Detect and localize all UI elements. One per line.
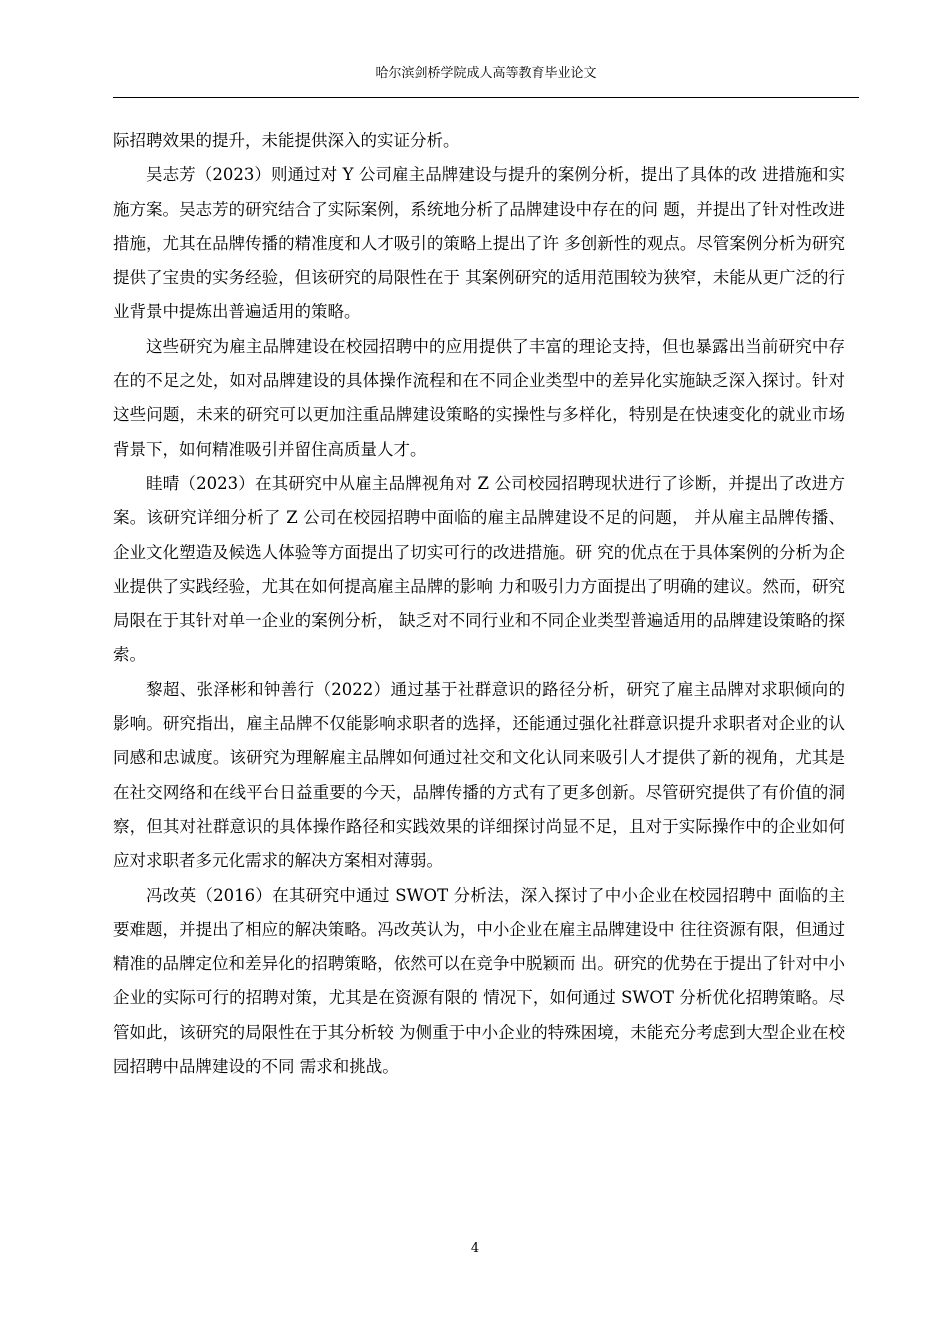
- header-divider: [113, 97, 859, 98]
- page-number: 4: [470, 1241, 480, 1256]
- paragraph: 际招聘效果的提升，未能提供深入的实证分析。: [113, 131, 460, 150]
- paragraph: 黎超、张泽彬和钟善行（2022）通过基于社群意识的路径分析，研究了雇主品牌对求职倾向的影响。研究指出，雇主品牌不仅能影响求职者的选择，还能通过强化社群意识提升求职者对企业的认同感和忠诚度。该研究为理解雇主品牌如何通过社交和文化认同来吸引人才提供了新的视角，尤其是在社交网络和在线平台日益重要的今天，品牌传播的方式有了更多创新。尽管研究提供了有价值的洞察，但其对社群意识的具体操作路径和实践效果的详细探讨尚显不足，且对于实际操作中的企业如何应对求职者多元化需求的解决方案相对薄弱。: [113, 679, 845, 871]
- page-header: 哈尔滨剑桥学院成人高等教育毕业论文: [375, 66, 597, 81]
- body-text: [113, 124, 845, 1084]
- paragraph: 吴志芳（2023）则通过对 Y 公司雇主品牌建设与提升的案例分析，提出了具体的改 进措施和实施方案。吴志芳的研究结合了实际案例，系统地分析了品牌建设中存在的问 题，并提出了针对性改进措施，尤其在品牌传播的精准度和人才吸引的策略上提出了许 多创新性的观点。尽管案例分析为研究提供了宝贵的实务经验，但该研究的局限性在于 其案例研究的适用范围较为狭窄，未能从更广泛的行业背景中提炼出普遍适用的策略。: [113, 165, 845, 322]
- paragraph: 这些研究为雇主品牌建设在校园招聘中的应用提供了丰富的理论支持，但也暴露出当前研究中存在的不足之处，如对品牌建设的具体操作流程和在不同企业类型中的差异化实施缺乏深入探讨。针对这些问题，未来的研究可以更加注重品牌建设策略的实操性与多样化，特别是在快速变化的就业市场背景下，如何精准吸引并留住高质量人才。: [113, 336, 845, 459]
- paragraph: 眭晴（2023）在其研究中从雇主品牌视角对 Z 公司校园招聘现状进行了诊断，并提出了改进方案。该研究详细分析了 Z 公司在校园招聘中面临的雇主品牌建设不足的问题， 并从雇主品牌传播、企业文化塑造及候选人体验等方面提出了切实可行的改进措施。研 究的优点在于具体案例的分析为企业提供了实践经验，尤其在如何提高雇主品牌的影响 力和吸引力方面提出了明确的建议。然而，研究局限在于其针对单一企业的案例分析， 缺乏对不同行业和不同企业类型普遍适用的品牌建设策略的探索。: [113, 473, 845, 665]
- paragraph: 冯改英（2016）在其研究中通过 SWOT 分析法，深入探讨了中小企业在校园招聘中 面临的主要难题，并提出了相应的解决策略。冯改英认为，中小企业在雇主品牌建设中 往往资源有限，但通过精准的品牌定位和差异化的招聘策略，依然可以在竞争中脱颖而 出。研究的优势在于提出了针对中小企业的实际可行的招聘对策，尤其是在资源有限的 情况下，如何通过 SWOT 分析优化招聘策略。尽管如此，该研究的局限性在于其分析较 为侧重于中小企业的特殊困境，未能充分考虑到大型企业在校园招聘中品牌建设的不同 需求和挑战。: [113, 885, 845, 1077]
